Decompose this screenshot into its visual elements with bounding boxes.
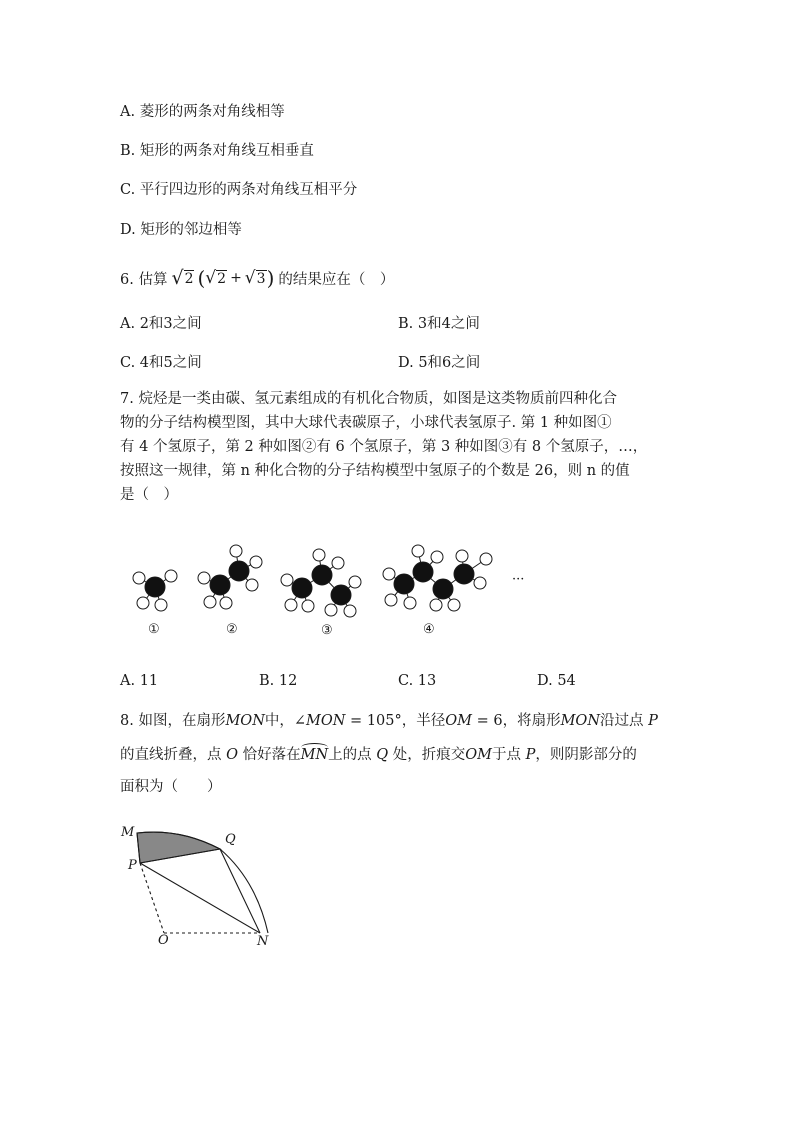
q8-text: = 105°，半径: [345, 713, 446, 729]
q8-text: ，则阴影部分的: [535, 747, 637, 763]
segment-po: [140, 863, 164, 933]
right-paren-icon: ): [266, 266, 275, 290]
q6-option-b: B. 3和4之间: [398, 316, 480, 332]
segment-om: [137, 833, 140, 863]
figure-label-2: ②: [226, 622, 238, 637]
figure-label-4: ④: [423, 622, 435, 637]
q6-option-c: C. 4和5之间: [120, 355, 202, 371]
q8-text: 的直线折叠，点: [120, 747, 227, 763]
q8-var: OM: [465, 747, 492, 763]
q7-line-3: 有 4 个氢原子，第 2 种如图②有 6 个氢原子，第 3 种如图③有 8 个氢原子，…，: [120, 439, 648, 455]
q6-radicand-2: 3: [256, 270, 266, 287]
point-label-p: P: [128, 858, 137, 873]
q8-text: 上的点: [328, 747, 377, 763]
segment-qn: [220, 849, 260, 933]
q7-option-d: D. 54: [537, 673, 576, 689]
q8-line-1: [120, 709, 658, 730]
q8-var: P: [648, 713, 658, 729]
sqrt-icon: √: [244, 268, 256, 288]
q5-option-d: D. 矩形的邻边相等: [120, 222, 242, 238]
q7-option-c: C. 13: [398, 673, 437, 689]
q5-option-a: A. 菱形的两条对角线相等: [120, 104, 285, 120]
q8-var: MON: [225, 713, 265, 729]
q6-plus: +: [230, 270, 242, 286]
shaded-region: [137, 832, 220, 863]
q8-text: 沿过点: [600, 713, 649, 729]
q8-line-2: [120, 743, 637, 764]
q6-option-d: D. 5和6之间: [398, 355, 481, 371]
q7-option-b: B. 12: [259, 673, 298, 689]
q8-var: Q: [376, 747, 389, 763]
q6-prefix: 6. 估算: [120, 271, 168, 288]
q6-expression: [171, 266, 274, 290]
q8-text: 处，折痕交: [388, 747, 466, 763]
point-label-m: M: [121, 825, 135, 840]
figure-label-3: ③: [321, 623, 333, 638]
q5-option-b: B. 矩形的两条对角线互相垂直: [120, 143, 314, 159]
molecule-2-icon: [198, 545, 262, 609]
q7-stem: [120, 387, 680, 507]
q7-line-4: 按照这一规律，第 n 种化合物的分子结构模型中氢原子的个数是 26，则 n 的值: [120, 463, 630, 479]
point-label-n: N: [257, 934, 269, 949]
q8-var: MON: [560, 713, 600, 729]
q8-var: O: [226, 747, 238, 763]
segment-pq: [140, 849, 220, 863]
q7-line-2: 物的分子结构模型图，其中大球代表碳原子，小球代表氢原子. 第 1 种如图①: [120, 415, 612, 431]
q8-var: MN: [300, 747, 329, 763]
molecule-4-icon: [383, 545, 492, 611]
q8-text: = 6，将扇形: [471, 713, 561, 729]
q6-radicand-1: 2: [217, 270, 227, 287]
molecule-3-icon: [281, 549, 361, 617]
figure-ellipsis: ···: [512, 572, 525, 587]
q8-var: OM: [445, 713, 472, 729]
q6-stem: [120, 266, 394, 290]
arc-icon: [301, 743, 329, 752]
point-label-q: Q: [225, 832, 236, 847]
q8-text: 于点: [492, 747, 526, 763]
q8-text: 恰好落在: [238, 747, 301, 763]
sector-arc: [137, 832, 268, 933]
molecule-1-icon: [133, 570, 177, 611]
point-label-o: O: [158, 933, 169, 948]
left-paren-icon: (: [197, 266, 206, 290]
arc-mn: [301, 747, 329, 763]
sqrt-icon: √: [171, 267, 184, 289]
q7-line-5: 是（ ）: [120, 487, 178, 503]
q8-var: P: [525, 747, 536, 763]
q8-text: 中，∠: [264, 713, 307, 729]
segment-pn: [140, 863, 260, 933]
q5-option-c: C. 平行四边形的两条对角线互相平分: [120, 182, 358, 198]
q6-outer-radicand: 2: [184, 270, 194, 287]
q8-text: 8. 如图，在扇形: [120, 713, 226, 729]
q6-option-a: A. 2和3之间: [120, 316, 202, 332]
q7-line-1: 7. 烷烃是一类由碳、氢元素组成的有机化合物质，如图是这类物质前四种化合: [120, 391, 617, 407]
q8-var: MON: [306, 713, 346, 729]
sqrt-icon: √: [205, 268, 217, 288]
q7-option-a: A. 11: [120, 673, 159, 689]
q8-line-3: 面积为（ ）: [120, 779, 222, 795]
figure-label-1: ①: [148, 622, 160, 637]
q6-suffix: 的结果应在（ ）: [278, 271, 395, 288]
